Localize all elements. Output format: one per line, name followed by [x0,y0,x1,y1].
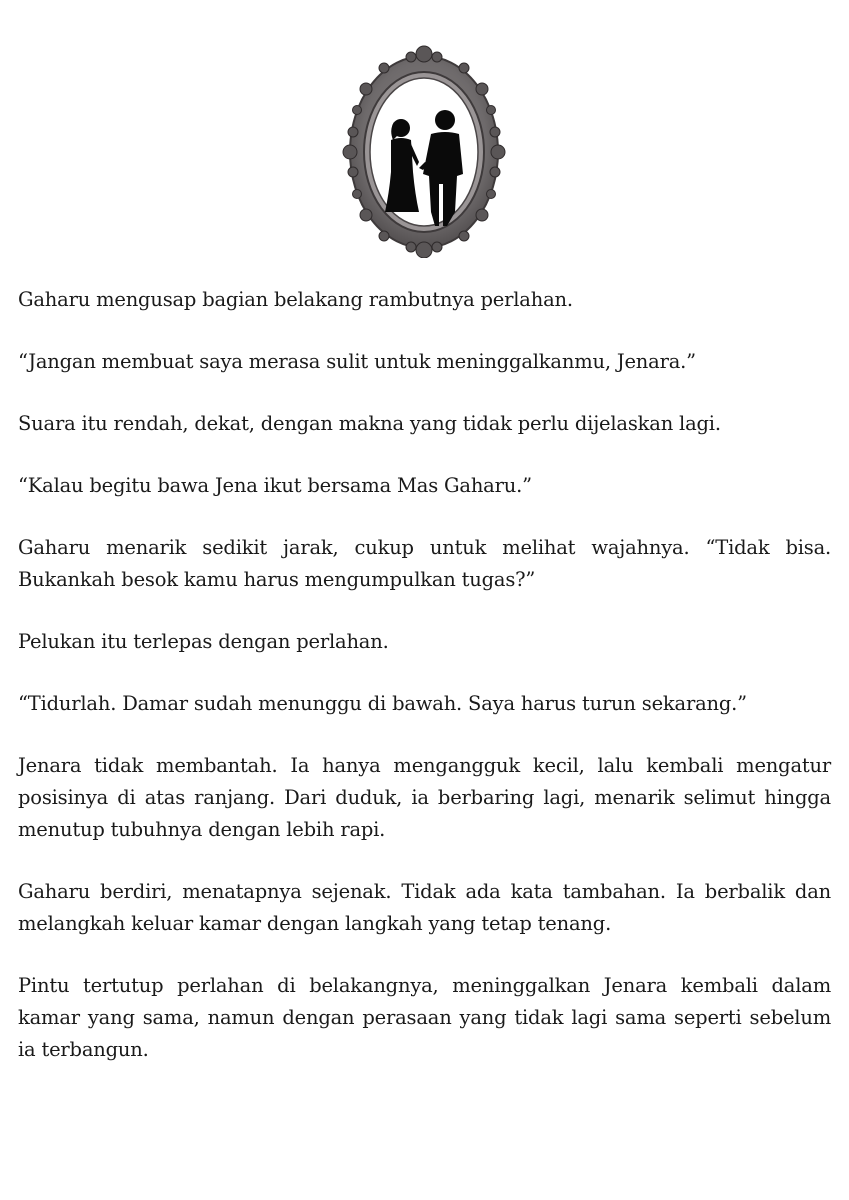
paragraph: “Tidurlah. Damar sudah menunggu di bawah. Saya harus turun sekarang.” [18,692,747,715]
paragraph: Suara itu rendah, dekat, dengan makna yang tidak perlu dijelaskan lagi. [18,412,721,435]
paragraph: “Kalau begitu bawa Jena ikut bersama Mas Gaharu.” [18,474,532,497]
paragraph: Pelukan itu terlepas dengan perlahan. [18,630,389,653]
paragraph: Jenara tidak membantah. Ia hanya mengangguk kecil, lalu kembali mengatur posisinya di atas ranjang. Dari duduk, ia berbaring lagi, menarik selimut hingga menutup tubuhnya dengan lebih rapi. [18,754,831,841]
story-text [18,284,831,1096]
paragraph: Gaharu mengusap bagian belakang rambutnya perlahan. [18,288,573,311]
paragraph: “Jangan membuat saya merasa sulit untuk meninggalkanmu, Jenara.” [18,350,696,373]
paragraph: Gaharu menarik sedikit jarak, cukup untuk melihat wajahnya. “Tidak bisa. Bukankah besok kamu harus mengumpulkan tugas?” [18,536,831,591]
paragraph: Pintu tertutup perlahan di belakangnya, meninggalkan Jenara kembali dalam kamar yang sama, namun dengan perasaan yang tidak lagi sama seperti sebelum ia terbangun. [18,974,831,1061]
paragraph: Gaharu berdiri, menatapnya sejenak. Tidak ada kata tambahan. Ia berbalik dan melangkah keluar kamar dengan langkah yang tetap tenang. [18,880,831,935]
couple-silhouette-in-ornate-oval-frame-icon [339,44,509,258]
